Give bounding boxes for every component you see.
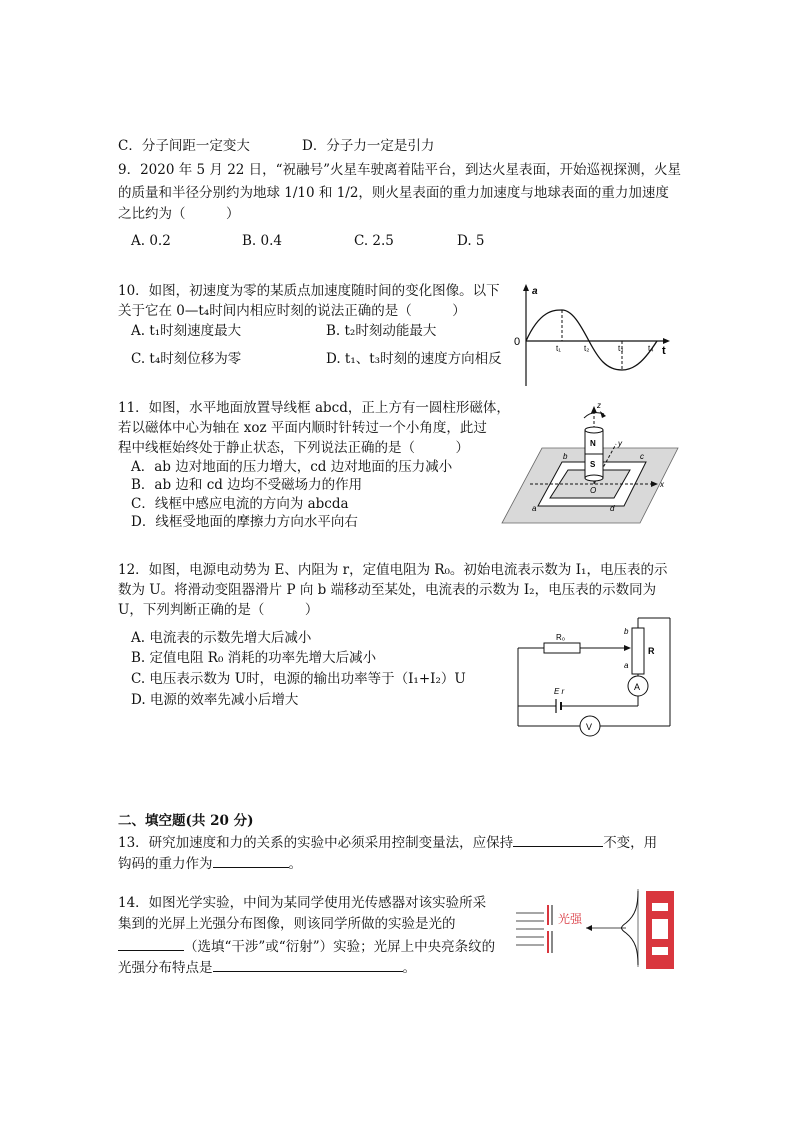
label-d: d: [610, 504, 615, 513]
screen-fringe-top: [652, 903, 668, 911]
q12-line-1: 12．如图，电源电动势为 E、内阻为 r，定值电阻为 R₀。初始电流表示数为 I₁，电压表的示: [118, 562, 668, 578]
resistor-r0: [544, 643, 580, 653]
t-axis-arrow: [663, 338, 670, 344]
tick-t2: t₂: [584, 344, 590, 353]
q11-option-c: C．线框中感应电流的方向为 abcda: [131, 496, 349, 512]
q8-option-d: D．分子力一定是引力: [302, 138, 435, 154]
q10-line-1: 10．如图，初速度为零的某质点加速度随时间的变化图像。以下: [118, 283, 500, 299]
label-z: z: [597, 401, 601, 410]
q12-line-2: 数为 U。将滑动变阻器滑片 P 向 b 端移动至某处，电流表的示数为 I₂，电压表的示数同为: [118, 582, 657, 598]
tick-t4: t₄: [648, 344, 654, 353]
light-intensity-label: 光强: [558, 912, 583, 926]
q13-line-1-text-a: 13．研究加速度和力的关系的实验中必须采用控制变量法，应保持: [118, 835, 514, 851]
q13-blank-2[interactable]: [213, 853, 289, 868]
acceleration-time-graph: [514, 282, 674, 388]
q13-blank-1[interactable]: [513, 832, 603, 847]
label-source: E r: [554, 687, 565, 696]
q12-line-3: U，下列判断正确的是（ ）: [118, 602, 319, 618]
q13-line-2-text-a: 钩码的重力作为: [118, 856, 213, 872]
circuit-diagram: [514, 614, 674, 740]
q11-option-a: A．ab 边对地面的压力增大，cd 边对地面的压力减小: [131, 459, 453, 475]
q13-line-2: [118, 853, 302, 873]
q9-line-1: 9．2020 年 5 月 22 日，“祝融号”火星车驶离着陆平台，到达火星表面，开始巡视探测，火星: [118, 162, 681, 178]
q13-line-1: [118, 832, 657, 852]
q14-blank-1[interactable]: [118, 936, 184, 951]
magnet-bottom: [585, 475, 603, 481]
magnet-top: [585, 427, 603, 433]
q14-line-2: 集到的光屏上光强分布图像，则该同学所做的实验是光的: [118, 916, 456, 932]
q9-option-b: B. 0.4: [242, 233, 282, 249]
label-b: b: [563, 452, 568, 461]
q10-option-d: D. t₁、t₃时刻的速度方向相反: [326, 351, 502, 367]
q14-line-4-text-a: 光强分布特点是: [118, 960, 213, 976]
q12-option-d: D. 电源的效率先减小后增大: [131, 692, 299, 708]
q9-line-2: 的质量和半径分别约为地球 1/10 和 1/2，则火星表面的重力加速度与地球表面的重力加速度: [118, 185, 669, 201]
label-x: x: [660, 480, 664, 489]
q11-line-3: 程中线框始终处于静止状态，下列说法正确的是（ ）: [118, 440, 469, 456]
slider-arrow: [624, 645, 631, 651]
q10-option-a: A. t₁时刻速度最大: [131, 323, 242, 339]
screen-fringe-bottom: [652, 947, 668, 955]
label-a: a: [532, 504, 537, 513]
q9-option-c: C. 2.5: [354, 233, 394, 249]
label-ammeter: A: [634, 682, 641, 692]
q14-line-4-text-b: 。: [402, 960, 416, 976]
q11-option-d: D．线框受地面的摩擦力方向水平向右: [131, 514, 358, 530]
tick-t1: t₁: [556, 344, 561, 353]
q9-option-d: D. 5: [457, 233, 485, 249]
label-voltmeter: V: [586, 722, 593, 732]
graph-origin: 0: [514, 336, 521, 348]
q11-line-2: 若以磁体中心为轴在 xoz 平面内顺时针转过一个小角度，此过: [118, 420, 487, 436]
q12-option-b: B. 定值电阻 R₀ 消耗的功率先增大后减小: [131, 650, 377, 666]
q10-option-c: C. t₄时刻位移为零: [131, 351, 242, 367]
q14-line-1: 14．如图光学实验，中间为某同学使用光传感器对该实验所采: [118, 895, 487, 911]
label-o: O: [590, 486, 597, 495]
magnet-coil-figure: [500, 400, 680, 526]
label-r: R: [648, 646, 655, 656]
tick-t3: t₃: [618, 344, 624, 353]
q14-line-4: [118, 957, 416, 977]
label-r0: R₀: [556, 633, 566, 642]
q14-line-3-text: （选填“干涉”或“衍射”）实验；光屏上中央亮条纹的: [184, 939, 496, 955]
rotation-arrow-head: [600, 411, 606, 418]
q12-option-c: C. 电压表示数为 U时，电源的输出功率等于（I₁+I₂）U: [131, 671, 466, 687]
q8-option-c: C．分子间距一定变大: [118, 138, 250, 154]
rheostat-r: [632, 628, 644, 674]
label-c: c: [640, 452, 644, 461]
q10-option-b: B. t₂时刻动能最大: [326, 323, 437, 339]
light-intensity-figure: [512, 885, 678, 971]
label-n: N: [590, 439, 596, 448]
q12-option-a: A. 电流表的示数先增大后减小: [131, 630, 312, 646]
q11-line-1: 11．如图，水平地面放置导线框 abcd，正上方有一圆柱形磁体，: [118, 400, 510, 416]
label-a-end: a: [624, 661, 629, 670]
label-y: y: [618, 439, 622, 448]
section-2-title: 二、填空题(共 20 分): [118, 813, 254, 829]
q13-line-2-text-b: 。: [288, 856, 302, 872]
intensity-arrow-head: [586, 925, 592, 931]
q9-option-a: A. 0.2: [131, 233, 171, 249]
graph-x-label: t: [662, 345, 666, 357]
q14-line-3: [118, 936, 495, 956]
q11-option-b: B．ab 边和 cd 边均不受磁场力的作用: [131, 477, 363, 493]
q13-line-1-text-b: 不变，用: [603, 835, 658, 851]
graph-y-label: a: [532, 286, 538, 297]
screen-central-fringe: [652, 919, 668, 939]
label-s: S: [590, 460, 596, 469]
a-axis-arrow: [523, 284, 529, 291]
sine-curve: [526, 310, 657, 370]
q14-blank-2[interactable]: [213, 957, 403, 972]
q10-line-2: 关于它在 0—t₄时间内相应时刻的说法正确的是（ ）: [118, 303, 466, 319]
label-b-end: b: [624, 627, 629, 636]
q9-line-3: 之比约为（ ）: [118, 206, 240, 222]
